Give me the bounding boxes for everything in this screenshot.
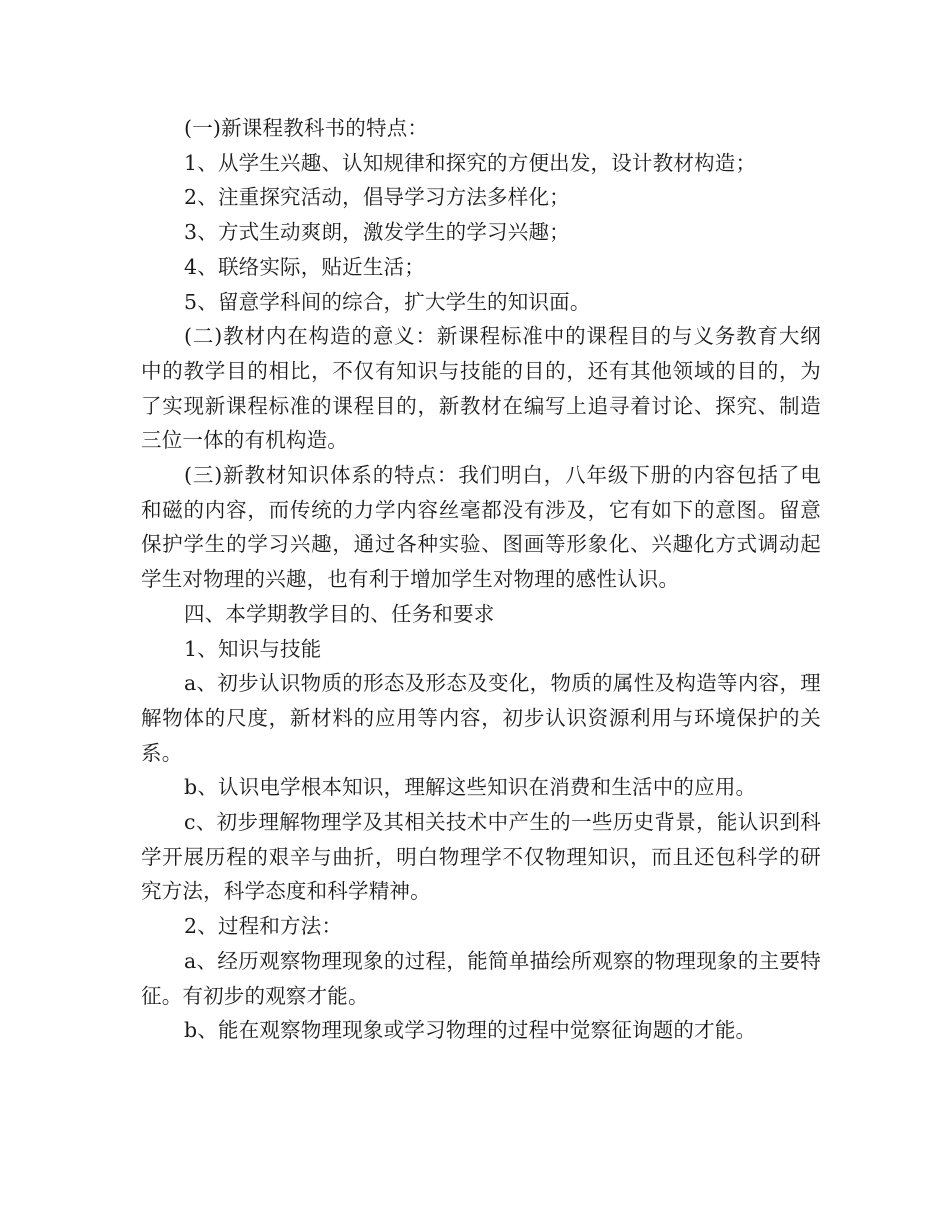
list-item-4: 4、联络实际，贴近生活；: [184, 254, 425, 279]
document-body: [141, 111, 821, 1048]
section-3-paragraph: (三)新教材知识体系的特点：我们明白，八年级下册的内容包括了电和磁的内容，而传统的力学内容丝毫都没有涉及，它有如下的意图。留意保护学生的学习兴趣，通过各种实验、图画等形象化、兴趣化方式调动起学生对物理的兴趣，也有利于增加学生对物理的感性认识。: [141, 463, 821, 592]
section-4-heading: 四、本学期教学目的、任务和要求: [184, 601, 495, 626]
knowledge-item-a: a、初步认识物质的形态及形态及变化，物质的属性及构造等内容，理解物体的尺度，新材料的应用等内容，初步认识资源利用与环境保护的关系。: [141, 671, 821, 765]
list-item-5: 5、留意学科间的综合，扩大学生的知识面。: [184, 289, 591, 314]
process-item-a: a、经历观察物理现象的过程，能简单描绘所观察的物理现象的主要特征。有初步的观察才能。: [141, 948, 821, 1008]
section-1-heading: (一)新课程教科书的特点：: [184, 116, 429, 140]
subsection-knowledge-heading: 1、知识与技能: [184, 636, 322, 661]
list-item-2: 2、注重探究活动，倡导学习方法多样化；: [184, 185, 570, 210]
list-item-1: 1、从学生兴趣、认知规律和探究的方便出发，设计教材构造；: [184, 150, 757, 175]
list-item-3: 3、方式生动爽朗，激发学生的学习兴趣；: [184, 220, 570, 245]
section-2-paragraph: (二)教材内在构造的意义：新课程标准中的课程目的与义务教育大纲中的教学目的相比，不仅有知识与技能的目的，还有其他领域的目的，为了实现新课程标准的课程目的，新教材在编写上追寻着讨论、探究、制造三位一体的有机构造。: [141, 324, 821, 453]
process-item-b: b、能在观察物理现象或学习物理的过程中觉察征询题的才能。: [184, 1018, 757, 1043]
knowledge-item-b: b、认识电学根本知识，理解这些知识在消费和生活中的应用。: [184, 775, 757, 800]
knowledge-item-c: c、初步理解物理学及其相关技术中产生的一些历史背景，能认识到科学开展历程的艰辛与曲折，明白物理学不仅物理知识，而且还包科学的研究方法，科学态度和科学精神。: [141, 810, 821, 904]
subsection-process-heading: 2、过程和方法：: [184, 914, 343, 939]
